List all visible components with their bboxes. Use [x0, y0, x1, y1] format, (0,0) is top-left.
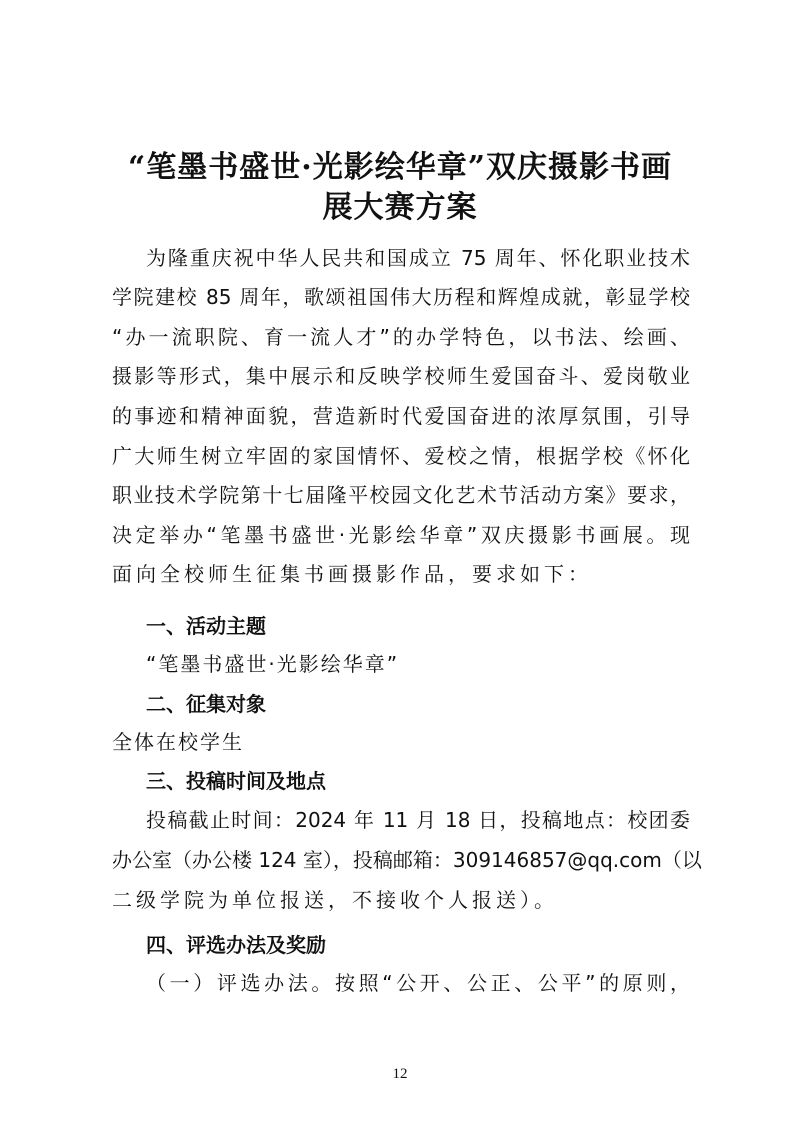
document-title-line-2: 展大赛方案 [322, 190, 478, 225]
section-text: 二级学院为单位报送，不接收个人报送）。 [112, 888, 558, 912]
section-heading: 二、征集对象 [146, 692, 266, 716]
intro-line: 的事迹和精神面貌，营造新时代爱国奋进的浓厚氛围，引导 [112, 404, 690, 428]
section-heading: 四、评选办法及奖励 [146, 933, 326, 957]
section-text: 全体在校学生 [112, 730, 244, 754]
intro-line: 面向全校师生征集书画摄影作品，要求如下： [112, 562, 592, 586]
intro-line: 摄影等形式，集中展示和反映学校师生爱国奋斗、爱岗敬业 [112, 364, 690, 388]
intro-line: 学院建校 85 周年，歌颂祖国伟大历程和辉煌成就，彰显学校 [112, 285, 690, 309]
intro-line: “办一流职院、育一流人才”的办学特色，以书法、绘画、 [112, 325, 690, 349]
intro-line: 广大师生树立牢固的家国情怀、爱校之情，根据学校《怀化 [112, 444, 690, 468]
section-text: “笔墨书盛世·光影绘华章” [146, 652, 400, 676]
section-heading: 一、活动主题 [146, 614, 266, 638]
section-heading: 三、投稿时间及地点 [146, 769, 326, 793]
section-text: （一）评选办法。按照“公开、公正、公平”的原则， [146, 971, 690, 995]
intro-line: 职业技术学院第十七届隆平校园文化艺术节活动方案》要求， [112, 483, 690, 507]
section-text: 投稿截止时间：2024 年 11 月 18 日，投稿地点：校团委 [146, 808, 690, 832]
intro-line: 决定举办“笔墨书盛世·光影绘华章”双庆摄影书画展。现 [112, 523, 690, 547]
document-title-line-1: “笔墨书盛世·光影绘华章”双庆摄影书画 [128, 150, 672, 185]
intro-line: 为隆重庆祝中华人民共和国成立 75 周年、怀化职业技术 [146, 246, 690, 270]
section-text: 办公室（办公楼 124 室），投稿邮箱：309146857@qq.com（以 [112, 848, 702, 872]
page-number: 12 [392, 1066, 408, 1082]
